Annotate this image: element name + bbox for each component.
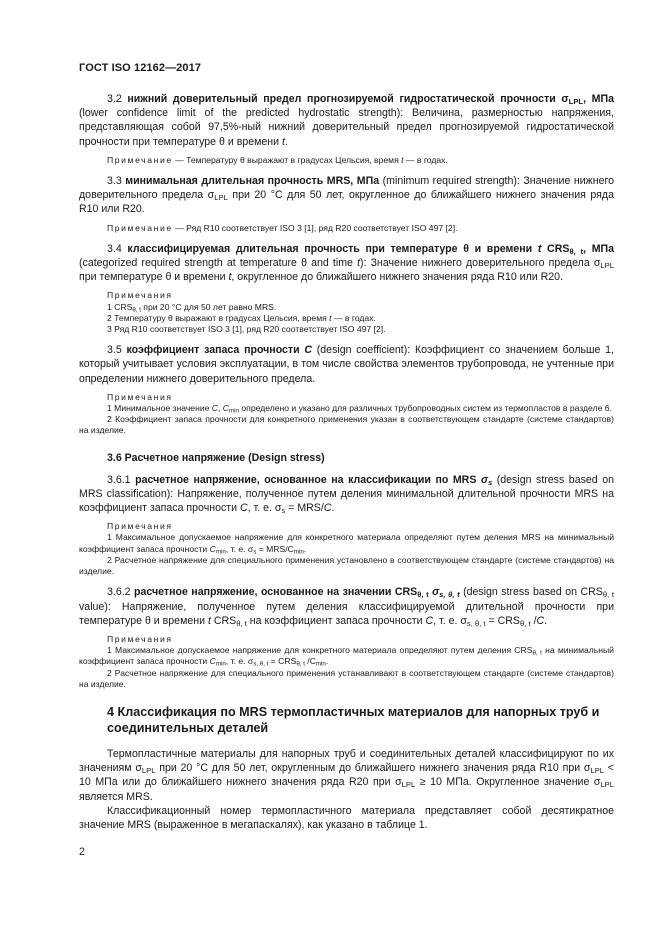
definition-3-6-1: 3.6.1 расчетное напряжение, основанное на классификации по MRS $\sigma_s$ (design stress based on MRS classification): Напряжение, полученное путем деления минимальной длительной прочности MRS на коэффициент запаса прочности C, т. е. $\sigma_s = MRS/C$.: [79, 473, 614, 515]
note-item: 1 Максимальное допускаемое напряжение для конкретного материала определяют путем деления $CRS_{\theta, t}$ на минимальный коэффициент запаса прочности $C_{min}$, т. е. $\sigma_{s, \theta, t} = CRS_{\theta, t}$ $/C_{min}$.: [79, 645, 614, 668]
section-4-paragraph-2: Классификационный номер термопластичного материала представляет собой десятикратное значение MRS (выраженное в мегапаскалях), как указано в таблице 1.: [79, 804, 614, 831]
note-item: 1 Максимальное допускаемое напряжение для конкретного материала определяют путем деления MRS на минимальный коэффициент запаса прочности $C_{min}$, т. е. $\sigma_s = MRS/C_{min}$.: [79, 532, 614, 556]
document-body: [79, 92, 614, 832]
definition-3-3: 3.3 минимальная длительная прочность MRS, МПа (minimum required strength): Значение нижнего доверительного предела $\sigma_{LPL}$ при 20 °С для 50 лет, округленное до ближайшего нижнего значения ряда R10 или R20.: [79, 175, 614, 216]
note-item: 2 Температуру θ выражают в градусах Цельсия, время t — в годах.: [107, 312, 376, 323]
note-3-3: Примечание — Ряд R10 соответствует ISO 3 [1], ряд R20 соответствует ISO 497 [2].: [107, 222, 458, 233]
notes-3-4: Примечания 1 $CRS_{\theta, t}$ при 20 °С для 50 лет равно MRS. 2 Температуру θ выражают в градусах Цельсия, время t — в годах. 3 Ряд R10 соответствует ISO 3 [1], ряд R20 соответствует ISO 497 [2].: [79, 290, 614, 335]
note-item: 1 Минимальное значение C, $C_{min}$ определено и указано для различных трубопроводных систем из термопластов в разделе 6.: [107, 403, 612, 415]
note-item: 2 Расчетное напряжение для специального применения устанавливают в соответствующем стандарте (системе стандартов) на изделие.: [79, 667, 614, 689]
notes-3-6-2: Примечания 1 Максимальное допускаемое напряжение для конкретного материала определяют путем деления $CRS_{\theta, t}$ на минимальный коэффициент запаса прочности $C_{min}$, т. е. $\sigma_{s, \theta, t} = CRS_{\theta, t}$ $/C_{min}$. 2 Расчетное напряжение для специального применения устанавливают в соответствующем стандарте (системе стандартов) на изделие.: [79, 633, 614, 689]
notes-3-5: Примечания 1 Минимальное значение C, $C_{min}$ определено и указано для различных трубопроводных систем из термопластов в разделе 6. 2 Коэффициент запаса прочности для конкретного применения указан в соответствующем стандарте (системе стандартов) на изделие.: [79, 391, 614, 436]
doc-header-title: ГОСТ ISO 12162—2017: [79, 62, 202, 74]
note-list: [79, 302, 614, 336]
note-item: 1 $CRS_{\theta, t}$ при 20 °С для 50 лет равно MRS.: [107, 301, 277, 314]
page-number: 2: [79, 846, 85, 858]
definition-3-4: 3.4 классифицируемая длительная прочность при температуре θ и времени t $CRS_{\theta, t}$, МПа (categorized required strength at temperature θ and time t): Значение нижнего доверительного предела $\sigma_{LPL}$ при температуре θ и времени t, округленное до ближайшего нижнего значения ряда R10 или R20.: [79, 242, 615, 284]
definition-3-2: 3.2 нижний доверительный предел прогнозируемой гидростатической прочности $\sigma_{LPL}$, МПа (lower confidence limit of the predicted hydrostatic strength): Величина, размерностью напряжения, представляющая собой 97,5%-ный нижний доверительный предел прогнозируемой гидростатической прочности при температуре θ и времени t.: [79, 93, 615, 148]
definition-3-5: 3.5 коэффициент запаса прочности C (design coefficient): Коэффициент со значением больше 1, который учитывает условия эксплуатации, в том числе свойства элементов трубопровода, не учтенные при определении нижнего доверительного предела.: [79, 344, 614, 385]
note-item: 2 Расчетное напряжение для специального применения установлено в соответствующем стандарте (системе стандартов) на изделие.: [79, 554, 614, 577]
note-3-2: Примечание — Температуру θ выражают в градусах Цельсия, время t — в годах.: [107, 154, 448, 165]
notes-3-6-1: Примечания 1 Максимальное допускаемое напряжение для конкретного материала определяют путем деления MRS на минимальный коэффициент запаса прочности $C_{min}$, т. е. $\sigma_s = MRS/C_{min}$. 2 Расчетное напряжение для специального применения установлено в соответствующем стандарте (системе стандартов) на изделие.: [79, 521, 614, 577]
definition-3-6-2: 3.6.2 расчетное напряжение, основанное на значении $CRS_{\theta, t}$ $\sigma_{s, \theta, t}$ (design stress based on $CRS_{\theta, t}$ value): Напряжение, полученное путем деления классифицируемой длительной прочности при температуре θ и времени t $CRS_{\theta, t}$ на коэффициент запаса прочности C, т. е. $\sigma_{s, \theta, t} = CRS_{\theta, t}$ /C.: [79, 586, 614, 628]
note-item: 2 Коэффициент запаса прочности для конкретного применения указан в соответствующем стандарте (системе стандартов) на изделие.: [79, 414, 614, 436]
section-4-heading: 4 Классификация по MRS термопластичных материалов для напорных труб и соединительных деталей: [107, 704, 600, 736]
section-3-6-heading: 3.6 Расчетное напряжение (Design stress): [107, 451, 325, 464]
section-4-paragraph-1: Термопластичные материалы для напорных труб и соединительных деталей классифицируют по их значениям $\sigma_{LPL}$ при 20 °С для 50 лет, округленным до ближайшего нижнего значения ряда R10 при $\sigma_{LPL} < 10$ МПа или до ближайшего нижнего значения ряда R20 при $\sigma_{LPL} \ge 10$ МПа. Округленное значение $\sigma_{LPL}$ является MRS.: [79, 747, 615, 803]
note-item: 3 Ряд R10 соответствует ISO 3 [1], ряд R20 соответствует ISO 497 [2].: [107, 324, 386, 335]
